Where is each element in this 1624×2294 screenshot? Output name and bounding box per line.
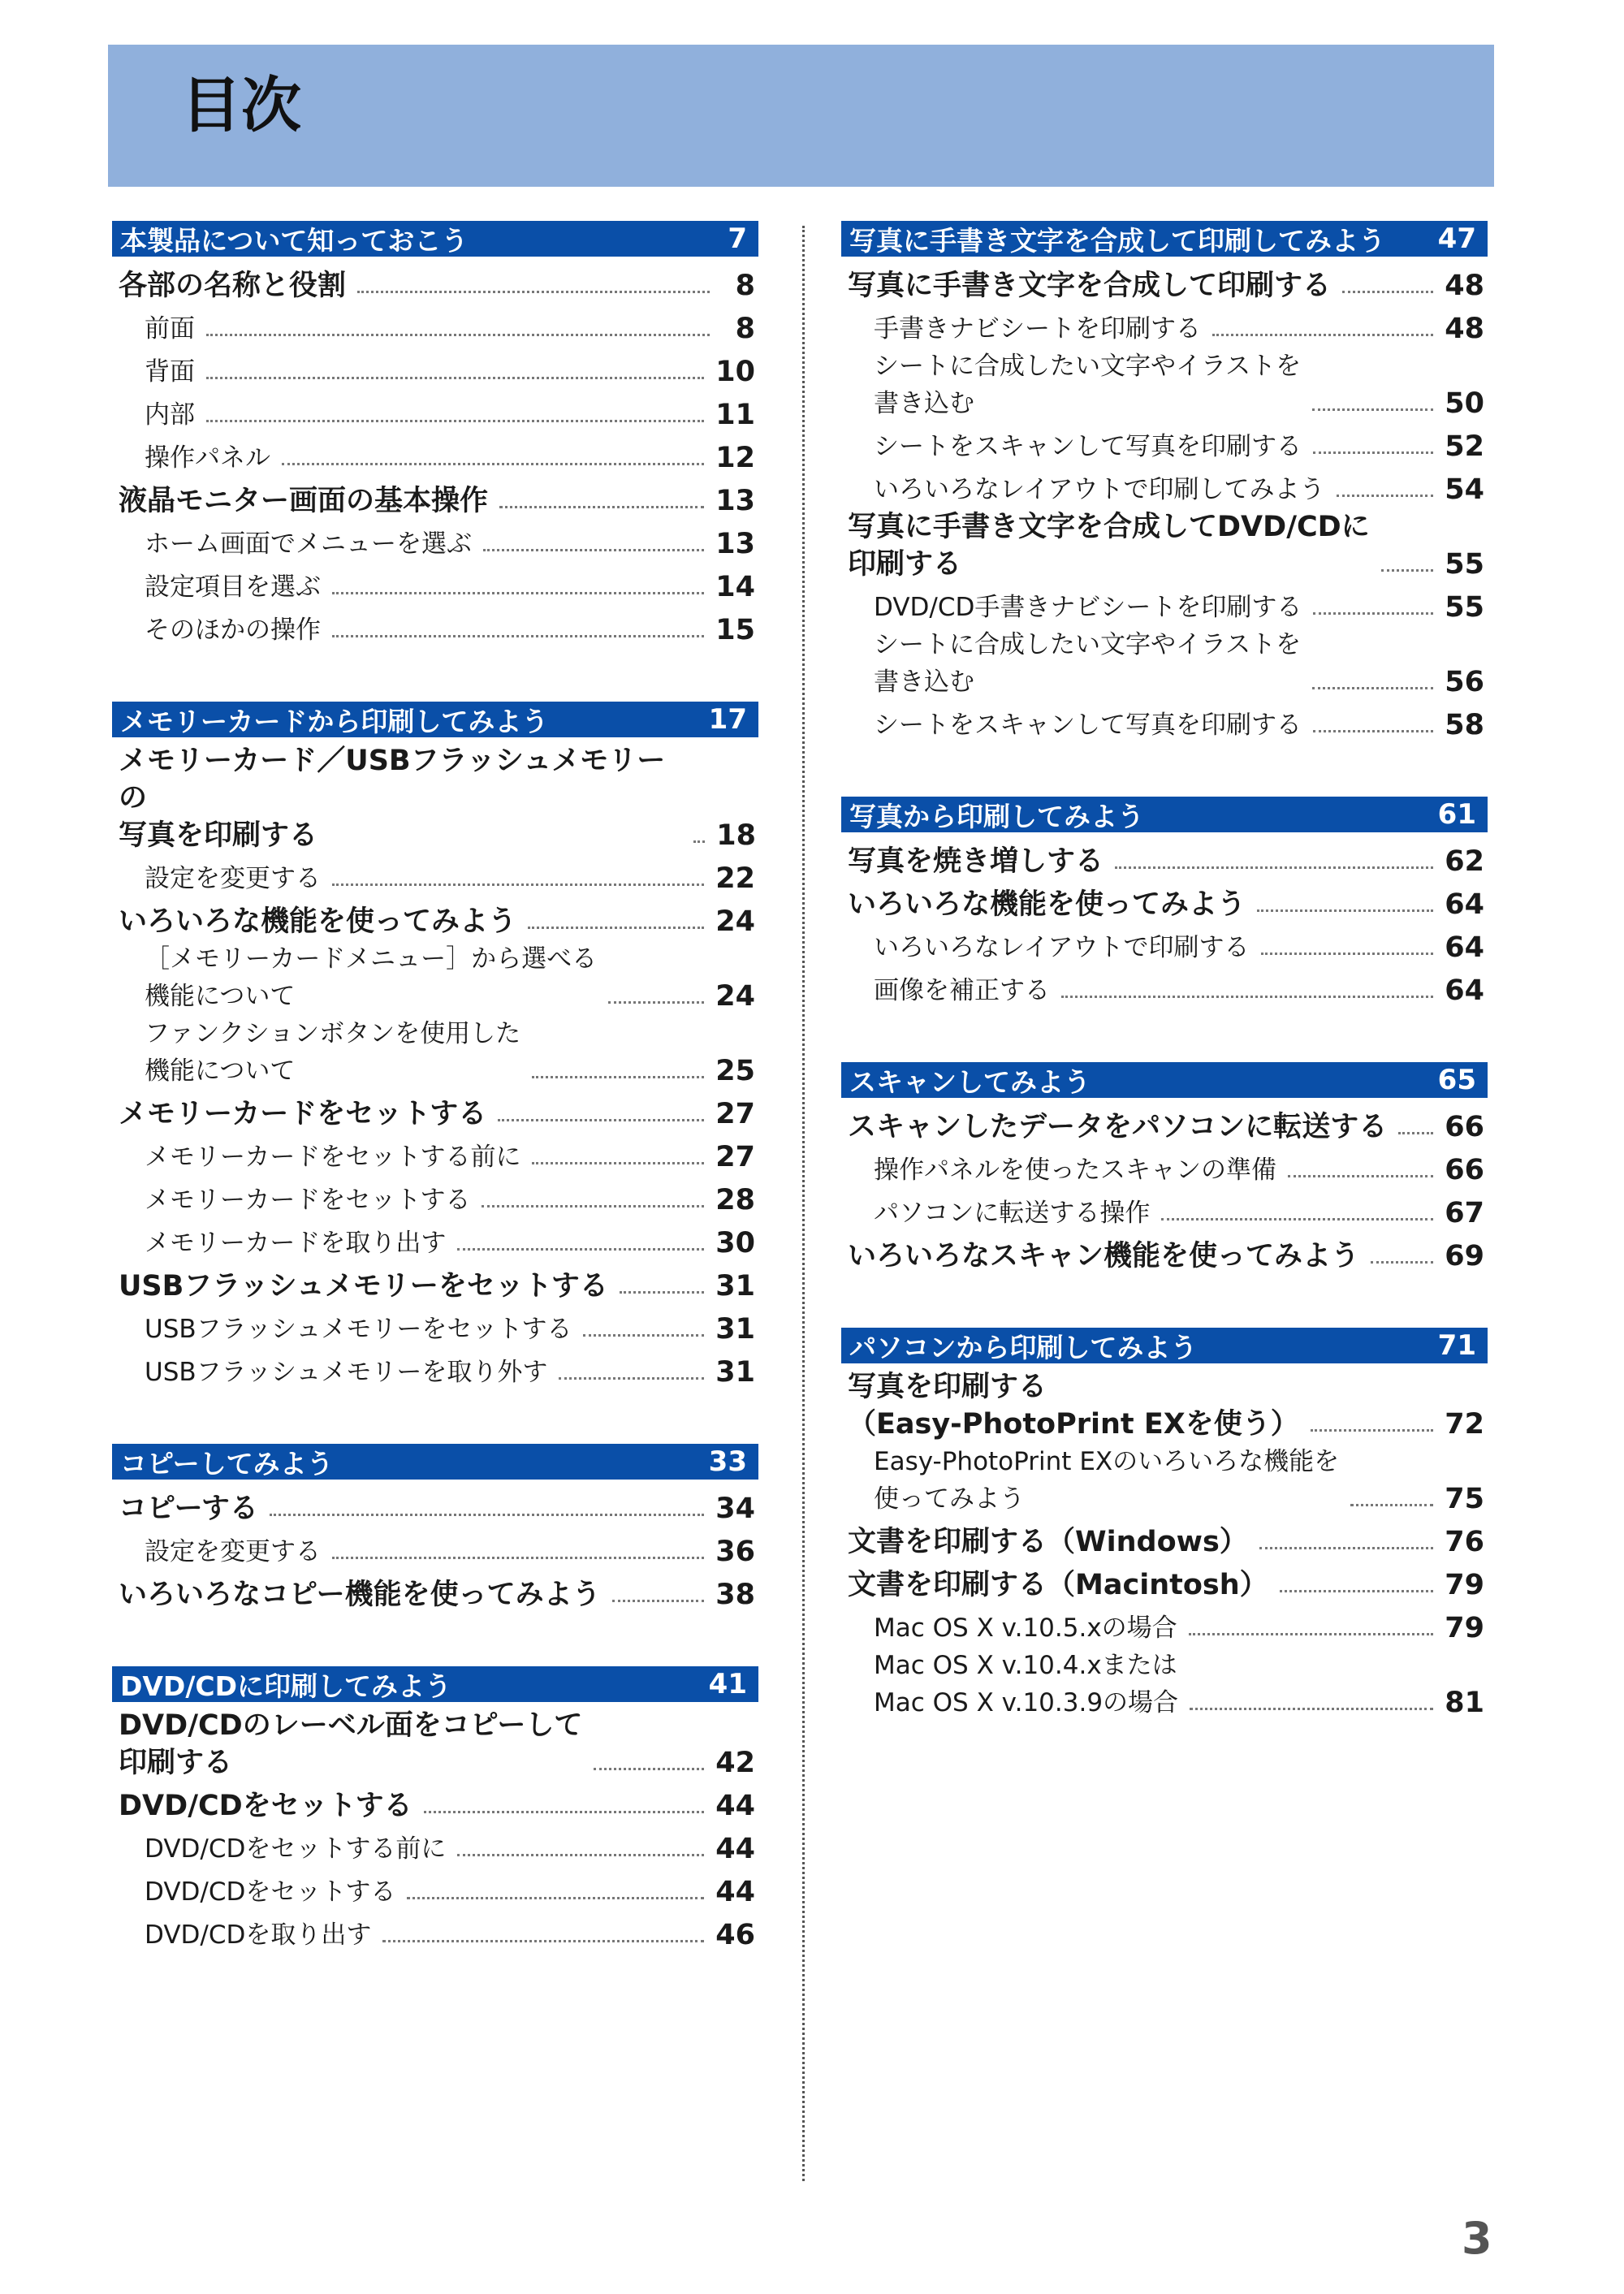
toc-subentry[interactable]: [841, 626, 1488, 701]
dot-leader: [532, 1162, 704, 1164]
toc-subentry[interactable]: [112, 1527, 758, 1570]
entry-title: 設定項目を選ぶ: [145, 572, 321, 602]
dot-leader: [559, 1377, 704, 1380]
entry-page-number: 52: [1445, 430, 1484, 463]
dot-leader: [1115, 866, 1433, 869]
toc-entry[interactable]: [112, 1782, 758, 1825]
entry-page-number: 44: [715, 1876, 755, 1908]
dot-leader: [1257, 909, 1433, 912]
dot-leader: [499, 506, 704, 508]
toc-entry[interactable]: [112, 1262, 758, 1305]
entry-title: USBフラッシュメモリーを取り外す: [145, 1358, 548, 1387]
section-title: DVD/CDに印刷してみよう: [120, 1670, 451, 1702]
entry-title: DVD/CDをセットする: [145, 1877, 396, 1907]
section-title: 写真に手書き文字を合成して印刷してみよう: [849, 224, 1385, 257]
toc-entry[interactable]: [112, 742, 758, 854]
dot-leader: [457, 1248, 704, 1251]
dot-leader: [1288, 1175, 1433, 1177]
toc-section: [112, 1444, 758, 1614]
entry-title: いろいろな機能を使ってみよう: [119, 905, 517, 938]
entry-title: DVD/CDをセットする前に: [145, 1834, 447, 1864]
entry-title: メモリーカード／USBフラッシュメモリーの 写真を印刷する: [119, 745, 666, 852]
title-band: [108, 45, 1494, 187]
toc-subentry[interactable]: [841, 422, 1488, 465]
toc-subentry[interactable]: [112, 1825, 758, 1868]
entry-page-number: 62: [1445, 845, 1484, 878]
entry-page-number: 79: [1445, 1612, 1484, 1644]
toc-subentry[interactable]: [841, 1189, 1488, 1232]
toc-subentry[interactable]: [112, 1911, 758, 1954]
toc-column-right: [841, 221, 1488, 1774]
section-title: メモリーカードから印刷してみよう: [120, 705, 549, 737]
entry-page-number: 44: [715, 1833, 755, 1865]
dot-leader: [270, 1514, 704, 1516]
section-title: コピーしてみよう: [120, 1447, 334, 1480]
entry-title: 画像を補正する: [874, 976, 1050, 1005]
page-title: 目次: [181, 71, 301, 140]
dot-leader: [206, 420, 704, 422]
dot-leader: [498, 1119, 704, 1121]
toc-entry[interactable]: [841, 1561, 1488, 1604]
dot-leader: [332, 883, 704, 886]
dot-leader: [620, 1291, 704, 1294]
dot-leader: [583, 1334, 704, 1337]
entry-page-number: 10: [715, 356, 755, 388]
section-page: 7: [728, 222, 747, 255]
entry-page-number: 48: [1445, 313, 1484, 345]
dot-leader: [1189, 1633, 1434, 1635]
entry-page-number: 38: [715, 1579, 755, 1611]
entry-title: 設定を変更する: [145, 1537, 321, 1566]
entry-title: Easy-PhotoPrint EXのいろいろな機能を 使ってみよう: [874, 1447, 1340, 1514]
dot-leader: [1337, 495, 1434, 497]
entry-page-number: 22: [715, 862, 755, 895]
toc-entry[interactable]: [112, 1707, 758, 1782]
toc-subentry[interactable]: [112, 606, 758, 649]
entry-page-number: 54: [1445, 473, 1484, 506]
entry-page-number: 27: [715, 1141, 755, 1173]
toc-subentry[interactable]: [112, 563, 758, 606]
entry-page-number: 66: [1445, 1111, 1484, 1143]
toc-subentry[interactable]: [112, 1176, 758, 1219]
toc-subentry[interactable]: [841, 701, 1488, 744]
dot-leader: [483, 549, 704, 551]
dot-leader: [1398, 1132, 1433, 1134]
entry-title: パソコンに転送する操作: [874, 1199, 1151, 1228]
column-divider: [802, 226, 805, 2181]
toc-section: [841, 221, 1488, 744]
entry-page-number: 72: [1445, 1408, 1484, 1441]
entry-page-number: 12: [715, 442, 755, 474]
dot-leader: [1190, 1708, 1433, 1710]
entry-page-number: 48: [1445, 270, 1484, 302]
section-page: 65: [1437, 1064, 1476, 1096]
entry-page-number: 13: [715, 485, 755, 517]
entry-title: Mac OS X v.10.4.xまたは Mac OS X v.10.3.9の場合: [874, 1651, 1179, 1717]
dot-leader: [332, 1557, 704, 1559]
dot-leader: [332, 635, 704, 637]
entry-page-number: 27: [715, 1098, 755, 1130]
dot-leader: [382, 1940, 704, 1942]
entry-page-number: 64: [1445, 931, 1484, 964]
toc-subentry[interactable]: [112, 940, 758, 1015]
entry-page-number: 13: [715, 528, 755, 560]
entry-page-number: 50: [1445, 387, 1484, 420]
section-page: 41: [708, 1668, 747, 1700]
entry-page-number: 55: [1445, 548, 1484, 581]
toc-section: [841, 1062, 1488, 1275]
entry-title: DVD/CDを取り出す: [145, 1920, 372, 1950]
entry-page-number: 75: [1445, 1483, 1484, 1515]
toc-subentry[interactable]: [112, 1133, 758, 1176]
entry-title: DVD/CDをセットする: [119, 1790, 412, 1822]
entry-title: コピーする: [119, 1493, 258, 1525]
toc-subentry[interactable]: [112, 305, 758, 348]
entry-title: 文書を印刷する（Windows）: [848, 1526, 1248, 1558]
entry-page-number: 31: [715, 1313, 755, 1346]
dot-leader: [457, 1854, 704, 1856]
dot-leader: [1371, 1261, 1433, 1264]
dot-leader: [693, 840, 705, 843]
entry-page-number: 15: [715, 614, 755, 646]
toc-entry[interactable]: [112, 1090, 758, 1133]
dot-leader: [1313, 451, 1433, 454]
dot-leader: [1261, 953, 1434, 955]
entry-page-number: 18: [716, 819, 756, 852]
toc-subentry[interactable]: [112, 854, 758, 897]
toc-subentry[interactable]: [112, 391, 758, 434]
dot-leader: [1280, 1590, 1434, 1592]
entry-page-number: 42: [715, 1747, 755, 1779]
entry-title: メモリーカードをセットする前に: [145, 1143, 521, 1172]
entry-title: いろいろなスキャン機能を使ってみよう: [848, 1240, 1360, 1272]
entry-page-number: 30: [715, 1227, 755, 1259]
entry-page-number: 28: [715, 1184, 755, 1216]
toc-entry[interactable]: [841, 1232, 1488, 1275]
section-title: スキャンしてみよう: [849, 1065, 1091, 1098]
dot-leader: [1212, 334, 1433, 336]
dot-leader: [1342, 291, 1433, 293]
entry-page-number: 8: [735, 270, 755, 302]
entry-page-number: 76: [1445, 1526, 1484, 1558]
toc-subentry[interactable]: [112, 1868, 758, 1911]
entry-title: ホーム画面でメニューを選ぶ: [145, 529, 472, 559]
entry-title: DVD/CD手書きナビシートを印刷する: [874, 593, 1302, 622]
entry-title: いろいろなコピー機能を使ってみよう: [119, 1579, 601, 1611]
dot-leader: [206, 334, 710, 336]
toc-subentry[interactable]: [112, 1348, 758, 1391]
toc-subentry[interactable]: [841, 966, 1488, 1009]
entry-title: 前面: [145, 314, 195, 343]
entry-page-number: 67: [1445, 1197, 1484, 1229]
entry-title: メモリーカードを取り出す: [145, 1229, 447, 1258]
toc-subentry[interactable]: [841, 1647, 1488, 1722]
dot-leader: [532, 1076, 704, 1078]
dot-leader: [528, 927, 704, 929]
dot-leader: [206, 377, 704, 379]
toc-subentry[interactable]: [841, 1443, 1488, 1518]
entry-title: 写真に手書き文字を合成して印刷する: [848, 270, 1332, 302]
entry-page-number: 46: [715, 1919, 755, 1951]
dot-leader: [608, 1001, 704, 1004]
entry-title: USBフラッシュメモリーをセットする: [119, 1270, 608, 1303]
entry-page-number: 81: [1445, 1687, 1484, 1719]
toc-subentry[interactable]: [841, 465, 1488, 508]
dot-leader: [1381, 569, 1434, 572]
toc-subentry[interactable]: [112, 520, 758, 563]
entry-title: いろいろなレイアウトで印刷してみよう: [874, 475, 1325, 504]
entry-page-number: 11: [715, 399, 755, 431]
entry-title: スキャンしたデータをパソコンに転送する: [848, 1111, 1388, 1143]
toc-entry[interactable]: [841, 1518, 1488, 1561]
dot-leader: [1313, 730, 1433, 732]
entry-title: シートをスキャンして写真を印刷する: [874, 711, 1302, 740]
entry-title: Mac OS X v.10.5.xの場合: [874, 1614, 1177, 1643]
section-title: 写真から印刷してみよう: [849, 800, 1144, 832]
entry-page-number: 55: [1445, 591, 1484, 624]
toc-section: [841, 797, 1488, 1009]
section-title: 本製品について知っておこう: [120, 224, 469, 257]
entry-page-number: 25: [715, 1055, 755, 1087]
toc-entry[interactable]: [841, 1103, 1488, 1146]
dot-leader: [1061, 996, 1433, 998]
dot-leader: [407, 1897, 704, 1899]
entry-page-number: 44: [715, 1790, 755, 1822]
entry-title: メモリーカードをセットする: [119, 1098, 487, 1130]
toc-column-left: [112, 221, 758, 2007]
section-header[interactable]: [112, 702, 758, 737]
entry-page-number: 31: [715, 1356, 755, 1389]
entry-title: 写真を印刷する （Easy-PhotoPrint EXを使う）: [848, 1371, 1299, 1441]
toc-subentry[interactable]: [841, 583, 1488, 626]
dot-leader: [282, 463, 704, 465]
toc-section: [112, 702, 758, 1391]
toc-subentry[interactable]: [841, 305, 1488, 348]
toc-subentry[interactable]: [112, 1305, 758, 1348]
entry-title: 操作パネルを使ったスキャンの準備: [874, 1156, 1276, 1185]
entry-page-number: 31: [715, 1270, 755, 1303]
toc-subentry[interactable]: [841, 1146, 1488, 1189]
entry-page-number: 64: [1445, 974, 1484, 1007]
section-page: 17: [708, 703, 747, 736]
entry-page-number: 24: [715, 980, 755, 1013]
entry-page-number: 69: [1445, 1240, 1484, 1272]
toc-entry[interactable]: [112, 897, 758, 940]
entry-title: 写真を焼き増しする: [848, 845, 1104, 878]
toc-entry[interactable]: [841, 508, 1488, 583]
dot-leader: [424, 1811, 705, 1813]
entry-title: 写真に手書き文字を合成してDVD/CDに 印刷する: [848, 511, 1370, 581]
dot-leader: [1161, 1218, 1433, 1220]
section-page: 33: [708, 1445, 747, 1478]
section-header[interactable]: [841, 1062, 1488, 1098]
entry-title: 操作パネル: [145, 443, 270, 473]
section-header[interactable]: [841, 1328, 1488, 1363]
toc-subentry[interactable]: [112, 434, 758, 477]
section-header[interactable]: [841, 797, 1488, 832]
page-number: 3: [1462, 2213, 1492, 2264]
entry-page-number: 64: [1445, 888, 1484, 921]
dot-leader: [482, 1205, 704, 1207]
entry-page-number: 56: [1445, 666, 1484, 698]
section-header[interactable]: [112, 221, 758, 257]
dot-leader: [594, 1768, 704, 1770]
dot-leader: [1259, 1547, 1433, 1549]
entry-page-number: 34: [715, 1493, 755, 1525]
toc-entry[interactable]: [112, 477, 758, 520]
dot-leader: [1313, 612, 1433, 615]
dot-leader: [357, 291, 710, 293]
toc-section: [112, 1666, 758, 1954]
dot-leader: [1350, 1504, 1433, 1506]
entry-page-number: 36: [715, 1536, 755, 1568]
entry-title: 手書きナビシートを印刷する: [874, 314, 1201, 343]
toc-subentry[interactable]: [841, 923, 1488, 966]
section-header[interactable]: [841, 221, 1488, 257]
entry-title: 液晶モニター画面の基本操作: [119, 485, 489, 517]
entry-page-number: 79: [1445, 1569, 1484, 1601]
entry-title: シートに合成したい文字やイラストを 書き込む: [874, 352, 1302, 418]
entry-title: ［メモリーカードメニュー］から選べる 機能について: [145, 944, 598, 1011]
entry-title: 内部: [145, 400, 195, 430]
toc-subentry[interactable]: [112, 348, 758, 391]
entry-title: メモリーカードをセットする: [145, 1186, 471, 1215]
section-header[interactable]: [112, 1666, 758, 1702]
entry-page-number: 24: [715, 905, 755, 938]
entry-page-number: 58: [1445, 709, 1484, 741]
section-title: パソコンから印刷してみよう: [849, 1331, 1198, 1363]
toc-section: [841, 1328, 1488, 1722]
entry-title: いろいろな機能を使ってみよう: [848, 888, 1246, 921]
toc-subentry[interactable]: [841, 1604, 1488, 1647]
section-page: 71: [1437, 1329, 1476, 1362]
entry-page-number: 66: [1445, 1154, 1484, 1186]
toc-section: [112, 221, 758, 649]
dot-leader: [332, 592, 704, 594]
toc-subentry[interactable]: [112, 1219, 758, 1262]
toc-entry[interactable]: [112, 1570, 758, 1614]
section-page: 61: [1437, 798, 1476, 831]
entry-title: ファンクションボタンを使用した 機能について: [145, 1019, 521, 1086]
dot-leader: [1311, 1429, 1434, 1432]
section-header[interactable]: [112, 1444, 758, 1480]
entry-title: シートをスキャンして写真を印刷する: [874, 432, 1302, 461]
toc-entry[interactable]: [841, 837, 1488, 880]
entry-title: 各部の名称と役割: [119, 270, 347, 302]
entry-title: そのほかの操作: [145, 616, 321, 645]
toc-entry[interactable]: [841, 1368, 1488, 1443]
dot-leader: [612, 1600, 705, 1602]
toc-entry[interactable]: [112, 261, 758, 305]
toc-entry[interactable]: [841, 880, 1488, 923]
entry-title: いろいろなレイアウトで印刷する: [874, 933, 1250, 962]
entry-title: DVD/CDのレーベル面をコピーして 印刷する: [119, 1709, 583, 1779]
entry-title: 設定を変更する: [145, 864, 321, 893]
entry-title: シートに合成したい文字やイラストを 書き込む: [874, 630, 1302, 697]
dot-leader: [1312, 687, 1433, 689]
toc-entry[interactable]: [841, 261, 1488, 305]
toc-entry[interactable]: [112, 1484, 758, 1527]
entry-title: USBフラッシュメモリーをセットする: [145, 1315, 572, 1344]
toc-subentry[interactable]: [112, 1015, 758, 1090]
section-page: 47: [1437, 222, 1476, 255]
toc-subentry[interactable]: [841, 348, 1488, 422]
entry-page-number: 8: [735, 313, 755, 345]
entry-page-number: 14: [715, 571, 755, 603]
dot-leader: [1312, 408, 1433, 411]
entry-title: 文書を印刷する（Macintosh）: [848, 1569, 1268, 1601]
entry-title: 背面: [145, 357, 195, 387]
